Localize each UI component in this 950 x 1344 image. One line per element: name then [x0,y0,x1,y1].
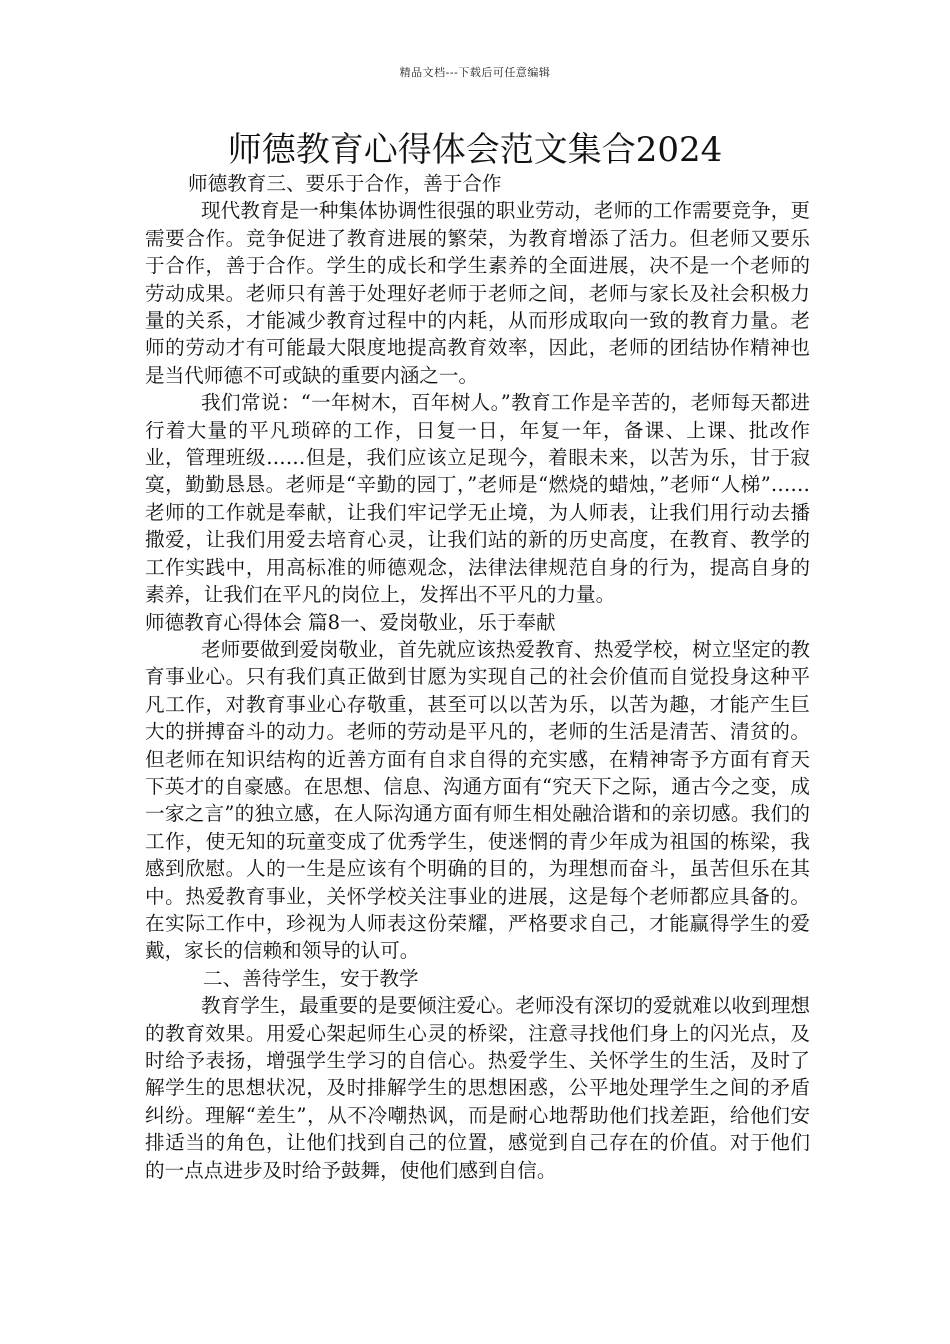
section-heading: 师德教育心得体会 篇8一、爱岗敬业，乐于奉献 [145,610,556,634]
paragraph: 我们常说：“一年树木，百年树人。”教育工作是辛苦的，老师每天都进行着大量的平凡琐碎的工作，日复一日，年复一年，备课、上课、批改作业，管理班级……但是，我们应该立足现今，着眼未来，以苦为乐，甘于寂寞，勤勤恳恳。老师是“辛勤的园丁，”老师是“燃烧的蜡烛，”老师“人梯”……老师的工作就是奉献，让我们牢记学无止境，为人师表，让我们用行动去播撒爱，让我们用爱去培育心灵，让我们站的新的历史高度，在教育、教学的工作实践中，用高标准的师德观念，法律法律规范自身的行为，提高自身的素养，让我们在平凡的岗位上，发挥出不平凡的力量。 [145,391,810,607]
paragraph: 现代教育是一种集体协调性很强的职业劳动，老师的工作需要竞争，更需要合作。竞争促进了教育进展的繁荣，为教育增添了活力。但老师又要乐于合作，善于合作。学生的成长和学生素养的全面进展，决不是一个老师的劳动成果。老师只有善于处理好老师于老师之间，老师与家长及社会积极力量的关系，才能减少教育过程中的内耗，从而形成取向一致的教育力量。老师的劳动才有可能最大限度地提高教育效率，因此，老师的团结协作精神也是当代师德不可或缺的重要内涵之一。 [145,199,810,387]
section-heading: 师德教育三、要乐于合作，善于合作 [188,172,502,195]
document-body [145,170,810,1184]
page-header: 精品文档---下载后可任意编辑 [399,66,551,79]
paragraph: 老师要做到爱岗敬业，首先就应该热爱教育、热爱学校，树立坚定的教育事业心。只有我们真正做到甘愿为实现自己的社会价值而自觉投身这种平凡工作，对教育事业心存敬重，甚至可以以苦为乐，以苦为趣，才能产生巨大的拼搏奋斗的动力。老师的劳动是平凡的，老师的生活是清苦、清贫的。但老师在知识结构的近善方面有自求自得的充实感，在精神寄予方面有育天下英才的自豪感。在思想、信息、沟通方面有“究天下之际，通古今之变，成一家之言”的独立感，在人际沟通方面有师生相处融洽谐和的亲切感。我们的工作，使无知的玩童变成了优秀学生，使迷惘的青少年成为祖国的栋梁，我感到欣慰。人的一生是应该有个明确的目的，为理想而奋斗，虽苦但乐在其中。热爱教育事业，关怀学校关注事业的进展，这是每个老师都应具备的。在实际工作中，珍视为人师表这份荣耀，严格要求自己，才能赢得学生的爱戴，家长的信赖和领导的认可。 [145,637,810,963]
paragraph: 教育学生，最重要的是要倾注爱心。老师没有深切的爱就难以收到理想的教育效果。用爱心架起师生心灵的桥梁，注意寻找他们身上的闪光点，及时给予表扬，增强学生学习的自信心。热爱学生、关怀学生的生活，及时了解学生的思想状况，及时排解学生的思想困惑，公平地处理学生之间的矛盾纠纷。理解“差生”，从不冷嘲热讽，而是耐心地帮助他们找差距，给他们安排适当的角色，让他们找到自己的位置，感觉到自己存在的价值。对于他们的一点点进步及时给予鼓舞，使他们感到自信。 [145,994,810,1182]
document-title: 师德教育心得体会范文集合2024 [227,130,723,170]
section-heading: 二、善待学生，安于教学 [203,966,419,990]
